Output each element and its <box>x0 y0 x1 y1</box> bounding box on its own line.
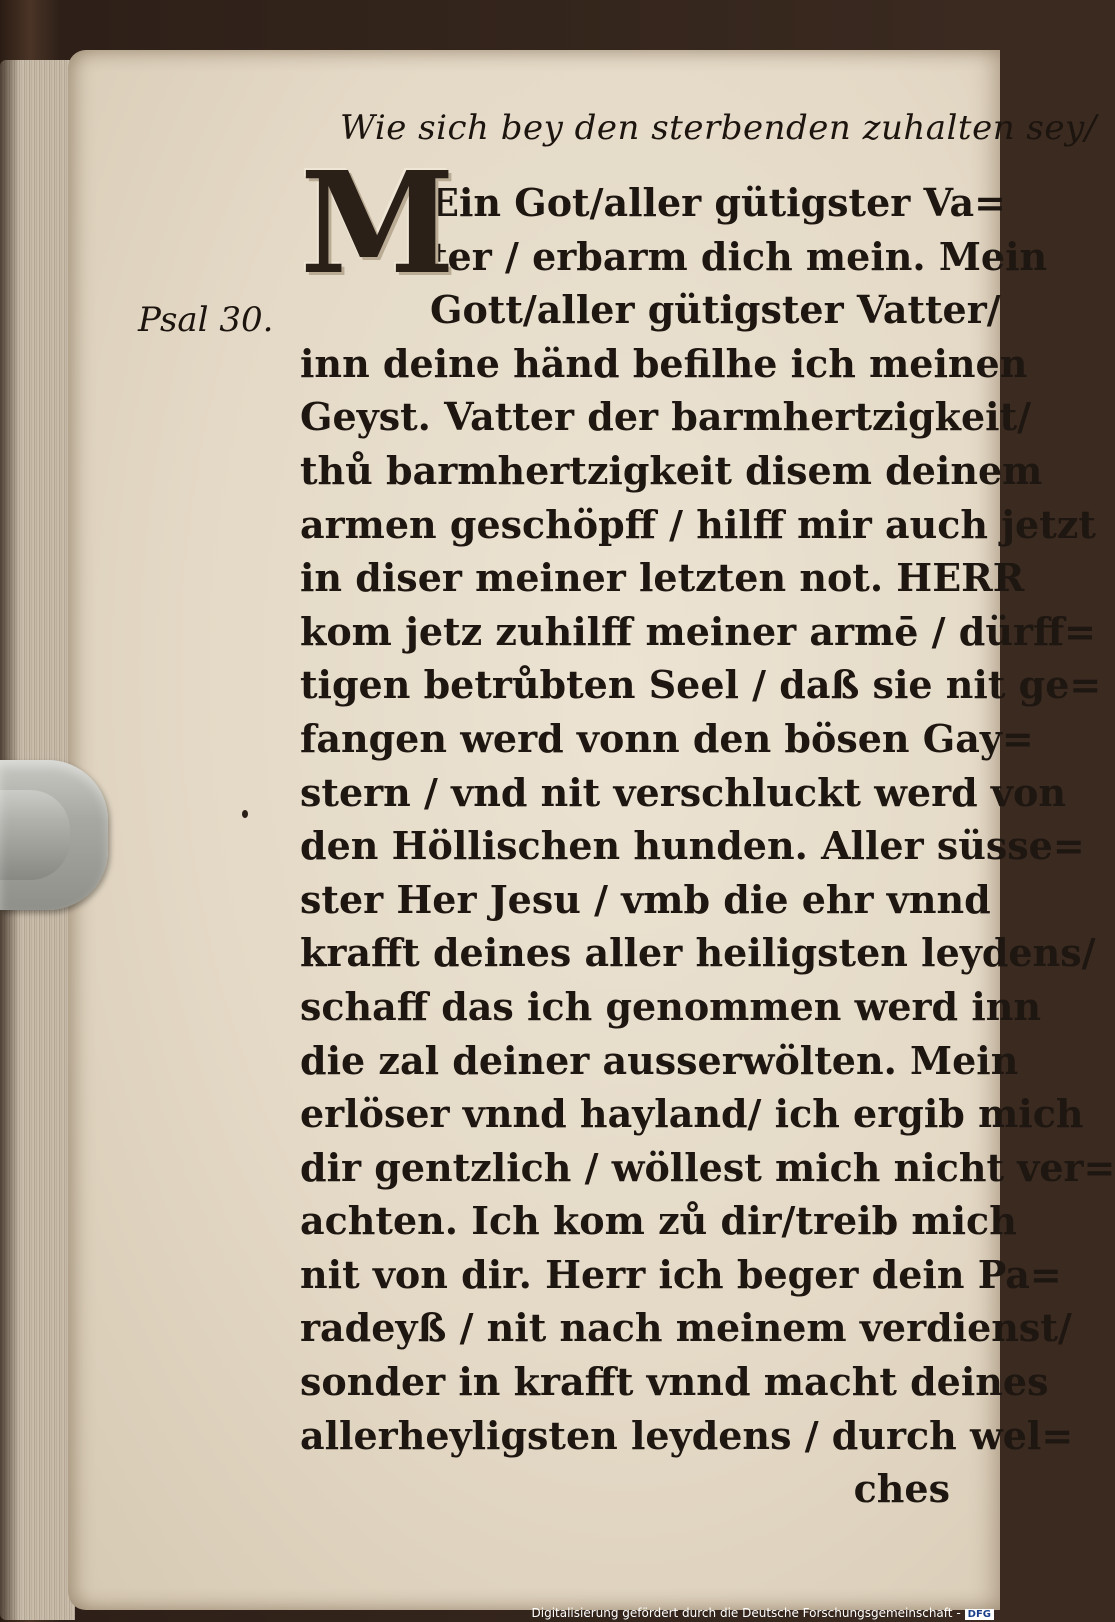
running-title: Wie sich bey den sterbenden zuhalten sey/ <box>340 108 1097 148</box>
text-line: radeyß / nit nach meinem verdienst/ <box>300 1305 1072 1351</box>
credit-text: Digitalisierung gefördert durch die Deutsche Forschungsgemeinschaft - <box>531 1606 961 1620</box>
digitization-credit <box>532 1606 995 1620</box>
text-line: schaff das ich genommen werd inn <box>300 983 1042 1029</box>
text-line: den Höllischen hunden. Aller süsse= <box>300 823 1085 869</box>
text-line: stern / vnd nit verschluckt werd von <box>300 769 1066 815</box>
text-line: armen geschöpff / hilff mir auch jetzt <box>300 501 1096 547</box>
text-line: inn deine händ befilhe ich meinen <box>300 340 1028 386</box>
body-text <box>300 176 1115 1516</box>
decorated-initial: M <box>300 142 455 306</box>
catchword: ches <box>853 1466 950 1512</box>
margin-note: Psal 30. <box>138 300 274 340</box>
text-line: in diser meiner letzten not. HERR <box>300 555 1025 601</box>
text-line: thů barmhertzigkeit disem deinem <box>300 447 1043 493</box>
text-line: sonder in krafft vnnd macht deines <box>300 1359 1049 1405</box>
text-line: dir gentzlich / wöllest mich nicht ver= <box>300 1144 1115 1190</box>
text-line: allerheyligsten leydens / durch wel= <box>300 1412 1074 1458</box>
dfg-logo: DFG <box>965 1609 994 1620</box>
text-line: tigen betrůbten Seel / daß sie nit ge= <box>300 662 1102 708</box>
text-line: kom jetz zuhilff meiner armē / dürff= <box>300 608 1097 654</box>
text-line: Geyst. Vatter der barmhertzigkeit/ <box>300 394 1032 440</box>
text-line: die zal deiner ausserwölten. Mein <box>300 1037 1019 1083</box>
page-clip-highlight <box>0 790 70 880</box>
text-line: Ein Got/aller gütigster Va= <box>430 180 1006 225</box>
text-line: ster Her Jesu / vmb die ehr vnnd <box>300 876 991 922</box>
text-line: krafft deines aller heiligsten leydens/ <box>300 930 1096 976</box>
text-line: fangen werd vonn den bösen Gay= <box>300 715 1034 761</box>
text-line: achten. Ich kom zů dir/treib mich <box>300 1198 1017 1244</box>
text-line: nit von dir. Herr ich beger dein Pa= <box>300 1251 1062 1297</box>
ink-dot <box>242 810 248 818</box>
text-line: erlöser vnnd hayland/ ich ergib mich <box>300 1091 1084 1137</box>
text-line: ter / erbarm dich mein. Mein <box>430 233 1048 279</box>
text-line: Gott/aller gütigster Vatter/ <box>430 287 1001 333</box>
